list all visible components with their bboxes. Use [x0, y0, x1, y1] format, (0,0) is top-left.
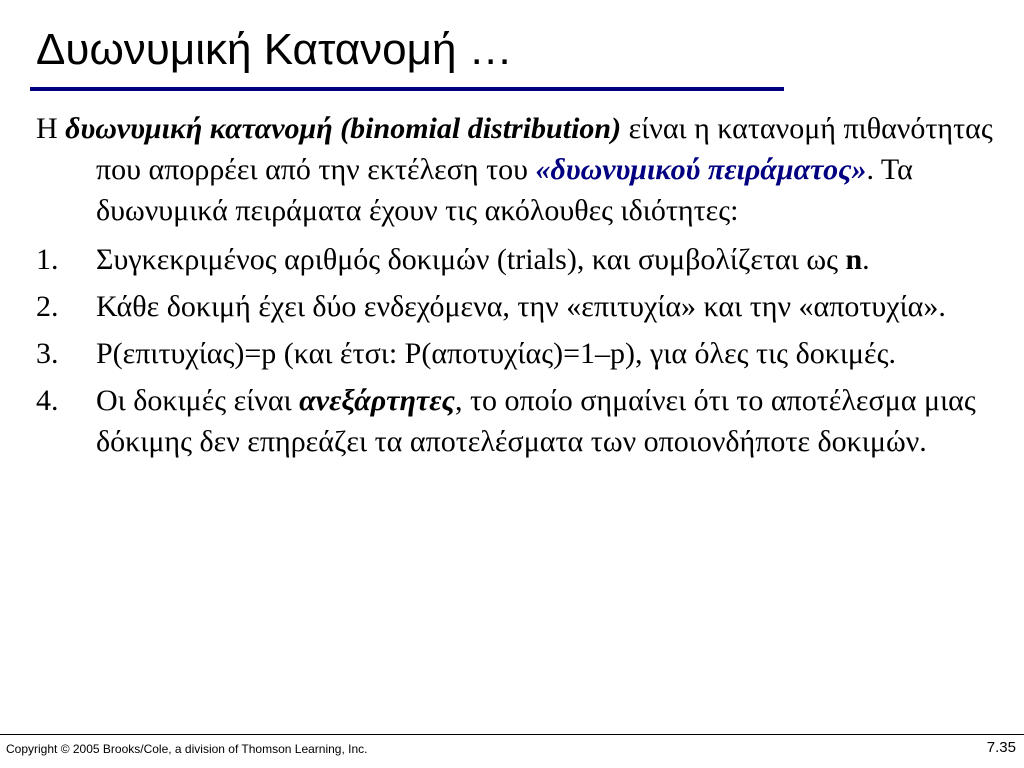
list-item — [36, 286, 1016, 327]
intro-text-2: . Τα δυωνυμικά πειράματα έχουν τις ακόλουθες ιδιότητες: — [96, 153, 913, 227]
list-item-number: 1. — [36, 243, 59, 276]
list-item-suffix: . — [862, 243, 870, 276]
list-item-suffix: , το οποίο σημαίνει ότι το αποτέλεσμα μιας δόκιμης δεν επηρεάζει τα αποτελέσματα των οποιονδήποτε δοκιμών. — [96, 384, 976, 458]
intro-prefix: Η — [36, 112, 66, 145]
list-item — [36, 380, 1016, 462]
properties-list — [36, 239, 1016, 462]
list-item-number: 3. — [36, 337, 59, 370]
list-item-number: 4. — [36, 384, 59, 417]
list-item — [36, 333, 1016, 374]
intro-text-1: είναι η κατανομή πιθανότητας που απορρέει από την εκτέλεση του — [96, 112, 993, 186]
intro-term: δυωνυμική κατανομή (binomial distribution) — [65, 112, 622, 145]
slide-body — [36, 108, 1016, 468]
list-item-number: 2. — [36, 290, 59, 323]
page-number: 7.35 — [986, 739, 1016, 756]
list-item-text: Οι δοκιμές είναι — [96, 384, 300, 417]
list-item-bold: n — [845, 243, 863, 276]
title-underline — [30, 87, 784, 91]
footer-divider — [0, 734, 1024, 735]
slide-title: Δυωνυμική Κατανομή … — [36, 25, 513, 74]
list-item — [36, 239, 1016, 280]
intro-paragraph — [36, 108, 1016, 231]
list-item-text: Συγκεκριμένος αριθμός δοκιμών (trials), και συμβολίζεται ως — [96, 243, 846, 276]
intro-term-experiment: «δυωνυμικού πειράματος» — [535, 153, 867, 186]
footer-copyright: Copyright © 2005 Brooks/Cole, a division of Thomson Learning, Inc. — [6, 742, 368, 756]
list-item-text: Κάθε δοκιμή έχει δύο ενδεχόμενα, την «επιτυχία» και την «αποτυχία». — [96, 290, 946, 323]
list-item-emphasis: ανεξάρτητες — [299, 384, 455, 417]
list-item-text: P(επιτυχίας)=p (και έτσι: P(αποτυχίας)=1–p), για όλες τις δοκιμές. — [96, 337, 896, 370]
